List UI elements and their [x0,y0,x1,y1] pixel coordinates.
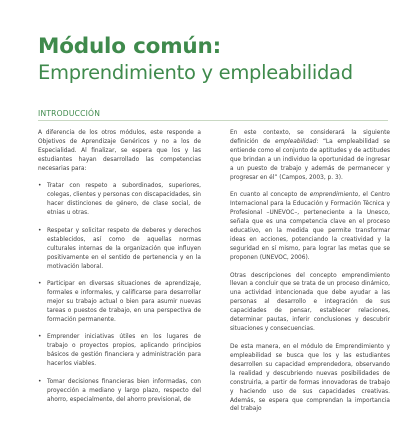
list-item [38,227,201,272]
section-divider [38,120,388,121]
italic-term: empleabilidad [275,138,317,145]
title-block [38,34,388,85]
section-heading: INTRODUCCIÓN [38,109,101,118]
module-goal-paragraph: De esta manera, en el módulo de Emprendimiento y empleabilidad se busca que los y las estudiantes desarrollen su capacidad emprendedora, observando la realidad y descubriendo nuevas posibilidades de construirla, a partir de formas innovadoras de trabajo y haciendo uso de sus capacidades creativas. Además, se espera que comprendan la importancia del trabajo [230,343,390,413]
list-item-text: Tratar con respeto a subordinados, superiores, colegas, clientes y personas con discapacidades, sin hacer distinciones de género, de clase social, de etnias u otras. [47,183,201,217]
bullet-icon: • [38,227,42,234]
right-column [230,129,390,423]
list-item-text: Respetar y solicitar respeto de deberes y derechos establecidos, así como de aquellas normas culturales internas de la organización que influyen positivamente en el sentido de pertenencia y en la motivación laboral. [47,227,201,270]
list-item-text: Emprender iniciativas útiles en los lugares de trabajo o proyectos propios, aplicando principios básicos de gestión financiera y administración para hacerlos viables. [47,334,201,368]
bullet-icon: • [38,281,42,288]
list-item [38,182,201,218]
bullet-icon: • [38,378,42,385]
left-column [38,129,201,413]
employability-definition-paragraph [230,129,390,183]
module-subtitle: Emprendimiento y empleabilidad [38,61,353,84]
bullet-icon: • [38,183,42,190]
module-title: Módulo común: [38,34,222,59]
paragraph-text: : “La empleabilidad se entiende como el conjunto de aptitudes y de actitudes que brindan a un individuo la oportunidad de ingresar a un puesto de trabajo y además de permanecer y progresar en él” (Campos, 2003, p. 3). [230,138,391,181]
italic-term: emprendimiento [309,192,359,199]
paragraph-text: En cuanto al concepto de [230,192,310,199]
intro-paragraph: A diferencia de los otros módulos, este responde a Objetivos de Aprendizaje Genéricos y no a los de Especialidad. Al finalizar, se espera que los y las estudiantes hayan desarrollado las competencias necesarias para: [38,130,201,172]
list-item-text: Participar en diversas situaciones de aprendizaje, formales e informales, y calificarse para desarrollar mejor su trabajo actual o bien para asumir nuevas tareas o puestos de trabajo, en una perspectiva de formación permanente. [47,281,201,323]
competencies-list [38,182,201,404]
bullet-icon: • [38,334,42,341]
paragraph-text: , el Centro Internacional para la Educación y Formación Técnica y Profesional –UNEVOC–, perteneciente a la Unesco, señala que es una competencia clave en el proceso educativo, en la medida que permite transformar ideas en acciones, potenciando la creatividad y la seguridad en sí mismo, para lograr las metas que se proponen (UNEVOC, 2006). [230,192,390,261]
entrepreneurship-concept-paragraph [230,191,390,263]
list-item-text: Tomar decisiones financieras bien informadas, con proyección a mediano y largo plazo, respecto del ahorro, especialmente, del ahorro previsional, de [47,378,201,403]
list-item [38,333,201,369]
paragraph-text: En este contexto, se considerará la siguiente definición de [230,130,390,145]
entrepreneurship-descriptions-paragraph: Otras descripciones del concepto emprendimiento llevan a concluir que se trata de un proceso dinámico, una actividad intencionada que debe ayudar a las personas al desarrollo e integración de sus capacidades de pensar, establecer relaciones, determinar pautas, inferir conclusiones y descubrir situaciones y consecuencias. [230,272,390,333]
list-item [38,378,201,405]
list-item [38,280,201,325]
